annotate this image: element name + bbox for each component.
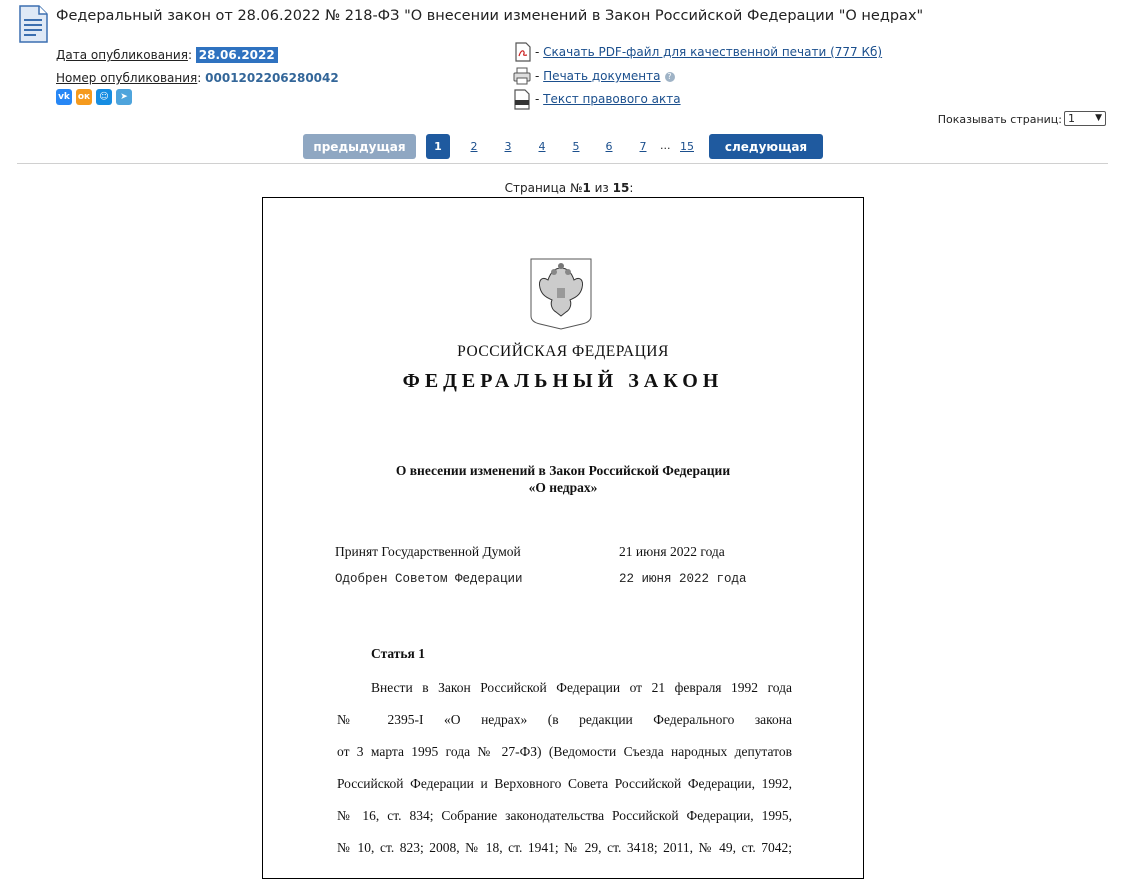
- separator: -: [535, 45, 544, 59]
- approved-date: 22 июня 2022 года: [619, 572, 747, 586]
- article-body: [337, 672, 792, 864]
- adopted-label: Принят Государственной Думой: [335, 544, 521, 559]
- law-title-line-1: О внесении изменений в Закон Российской Федерации: [395, 463, 731, 478]
- published-number-value: 0001202206280042: [205, 71, 339, 85]
- divider: [17, 163, 1108, 164]
- mymail-icon[interactable]: ☺: [96, 89, 112, 105]
- page-title: Федеральный закон от 28.06.2022 № 218-ФЗ "О внесении изменений в Закон Российской Федерации "О недрах": [56, 8, 924, 24]
- page-counter-middle: из: [590, 181, 613, 195]
- next-page-button[interactable]: следующая: [709, 134, 823, 159]
- page-link-2[interactable]: 2: [470, 140, 478, 153]
- help-icon[interactable]: ?: [665, 72, 675, 82]
- page-link-4[interactable]: 4: [538, 140, 546, 153]
- legal-text-link[interactable]: Текст правового акта: [543, 92, 681, 106]
- law-title-line-2: «О недрах»: [528, 480, 598, 495]
- country-heading: РОССИЙСКАЯ ФЕДЕРАЦИЯ: [457, 343, 669, 360]
- html-file-icon: [513, 89, 531, 110]
- approved-label: Одобрен Советом Федерации: [335, 572, 523, 586]
- printer-icon: [512, 66, 532, 86]
- legal-text-row: [535, 92, 681, 106]
- body-line: № 2395-I «О недрах» (в редакции Федерального закона: [337, 712, 792, 727]
- previous-page-button[interactable]: предыдущая: [303, 134, 416, 159]
- page-counter-current: 1: [582, 181, 591, 195]
- page-counter-prefix: Страница №: [504, 181, 583, 195]
- adopted-date: 21 июня 2022 года: [619, 544, 725, 559]
- coat-of-arms-emblem: [530, 258, 592, 330]
- pages-per-view-select[interactable]: [1064, 111, 1106, 126]
- body-line: № 10, ст. 823; 2008, № 18, ст. 1941; № 29, ст. 3418; 2011, № 49, ст. 7042;: [337, 840, 792, 855]
- page-link-15[interactable]: 15: [680, 140, 694, 153]
- separator: -: [535, 69, 544, 83]
- page-link-1[interactable]: 1: [426, 134, 450, 159]
- body-line: Внести в Закон Российской Федерации от 21 февраля 1992 года: [371, 680, 792, 695]
- chevron-down-icon: ▼: [1095, 113, 1102, 123]
- telegram-icon[interactable]: ➤: [116, 89, 132, 105]
- print-row: [535, 69, 675, 83]
- body-line: от 3 марта 1995 года № 27-ФЗ) (Ведомости Съезда народных депутатов: [337, 744, 792, 759]
- social-share-bar: [56, 89, 132, 105]
- body-line: № 16, ст. 834; Собрание законодательства Российской Федерации, 1995,: [337, 808, 792, 823]
- document-page: [262, 197, 864, 879]
- page-link-3[interactable]: 3: [504, 140, 512, 153]
- page-counter-suffix: :: [629, 181, 634, 195]
- separator: -: [535, 92, 544, 106]
- law-type-heading: ФЕДЕРАЛЬНЫЙ ЗАКОН: [402, 370, 724, 392]
- body-line: Российской Федерации и Верховного Совета Российской Федерации, 1992,: [337, 776, 792, 791]
- page-link-7[interactable]: 7: [639, 140, 647, 153]
- page-counter: [0, 181, 1138, 195]
- published-date-value: 28.06.2022: [196, 47, 278, 63]
- published-date: Дата опубликования: 28.06.2022: [56, 44, 278, 63]
- article-heading: Статья 1: [371, 646, 425, 661]
- published-number-label[interactable]: Номер опубликования: [56, 71, 198, 85]
- page-link-5[interactable]: 5: [572, 140, 580, 153]
- download-pdf-link[interactable]: Скачать PDF-файл для качественной печати (777 Кб): [543, 45, 883, 59]
- published-number: Номер опубликования: 0001202206280042: [56, 71, 339, 85]
- vk-icon[interactable]: vk: [56, 89, 72, 105]
- pages-per-view-value: 1: [1068, 112, 1075, 125]
- law-title: [263, 462, 863, 496]
- pdf-icon: [514, 42, 532, 62]
- odnoklassniki-icon[interactable]: ок: [76, 89, 92, 105]
- download-pdf-row: [535, 45, 882, 59]
- pagination-ellipsis: ...: [660, 139, 671, 152]
- published-date-label[interactable]: Дата опубликования: [56, 48, 188, 62]
- page-counter-total: 15: [612, 181, 630, 195]
- print-link[interactable]: Печать документа: [543, 69, 661, 83]
- document-icon: [18, 5, 48, 43]
- page-link-6[interactable]: 6: [605, 140, 613, 153]
- pages-per-view-label: Показывать страниц:: [937, 113, 1062, 126]
